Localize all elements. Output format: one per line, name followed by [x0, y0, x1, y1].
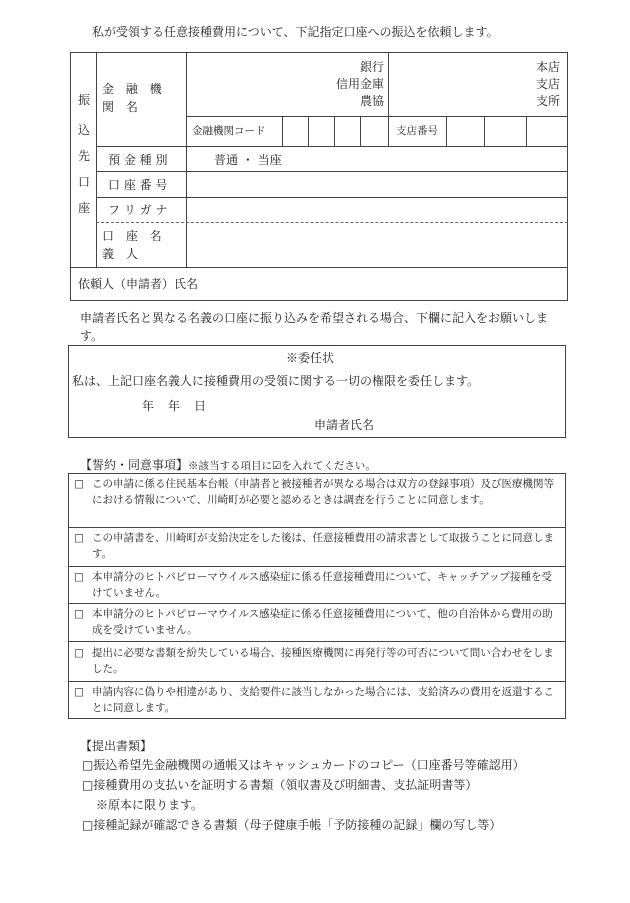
delegation-note: 申請者氏名と異なる名義の口座に振り込みを希望される場合、下欄に記入をお願いします。: [80, 311, 549, 343]
checkbox-icon[interactable]: □: [74, 532, 84, 544]
delegation-date: 年 年 日: [142, 399, 207, 413]
checkbox-icon[interactable]: □: [74, 571, 84, 583]
account-holder-label: 口 座 名 義 人: [102, 229, 166, 261]
consent-item: □ 本申請分のヒトパピローマウイルス感染症に係る任意接種費用について、キャッチアップ接種を受けていません。: [74, 571, 553, 599]
checkbox-icon[interactable]: □: [74, 686, 84, 698]
deposit-type-options: 普通 ・ 当座: [214, 153, 282, 167]
branch-type-options: 本店 支店 支所: [535, 60, 560, 108]
document-item: □接種記録が確認できる書類（母子健康手帳「予防接種の記録」欄の写し等）: [82, 818, 502, 832]
document-note: ※原本に限ります。: [96, 798, 204, 812]
consent-item: □ この申請に係る住民基本台帳（申請者と被接種者が異なる場合は双方の登録事項）及び医療機関等における情報について、川崎町が必要と認めるときは調査を行うことに同意します。: [74, 478, 554, 506]
transfer-account-side-label: 振 込 先 口 座: [77, 93, 90, 215]
delegation-signature-label: 申請者氏名: [314, 418, 375, 432]
furigana-label: フ リ ガ ナ: [108, 203, 168, 217]
consent-item: □ 申請内容に偽りや相違があり、支給要件に該当しなかった場合には、支給済みの費用を返還することに同意します。: [74, 686, 554, 714]
document-item: □振込希望先金融機関の通帳又はキャッシュカードのコピー（口座番号等確認用）: [82, 758, 525, 772]
bank-type-options: 銀行 信用金庫 農協: [335, 60, 384, 108]
intro-text: 私が受領する任意接種費用について、下記指定口座への振込を依頼します。: [92, 25, 499, 39]
delegation-title: ※委任状: [286, 351, 335, 365]
institution-code-label: 金融機関コード: [192, 125, 266, 137]
consent-item: □ この申請書を、川崎町が支給決定をした後は、任意接種費用の請求書として取扱うことに同意します。: [74, 532, 554, 560]
checkbox-icon[interactable]: □: [74, 478, 84, 490]
checkbox-icon[interactable]: □: [74, 647, 84, 659]
document-item: □接種費用の支払いを証明する書類（領収書及び明細書、支払証明書等）: [82, 778, 478, 792]
checkbox-icon[interactable]: □: [74, 608, 84, 620]
institution-name-label: 金 融 機 関 名: [102, 82, 166, 114]
documents-heading: 【提出書類】: [80, 739, 153, 753]
consent-item: □ 提出に必要な書類を紛失している場合、接種医療機関に再発行等の可否について問い合わせをしました。: [74, 647, 554, 675]
consent-heading: 【誓約・同意事項】※該当する項目に☑を入れてください。: [80, 458, 376, 472]
branch-code-label: 支店番号: [396, 125, 438, 137]
deposit-type-label: 預 金 種 別: [108, 153, 168, 167]
account-number-label: 口 座 番 号: [108, 178, 168, 192]
delegation-body: 私は、上記口座名義人に接種費用の受領に関する一切の権限を委任します。: [72, 374, 480, 388]
requester-name-label: 依頼人（申請者）氏名: [78, 277, 199, 291]
consent-item: □ 本申請分のヒトパピローマウイルス感染症に係る任意接種費用について、他の自治体から費用の助成を受けていません。: [74, 608, 553, 636]
